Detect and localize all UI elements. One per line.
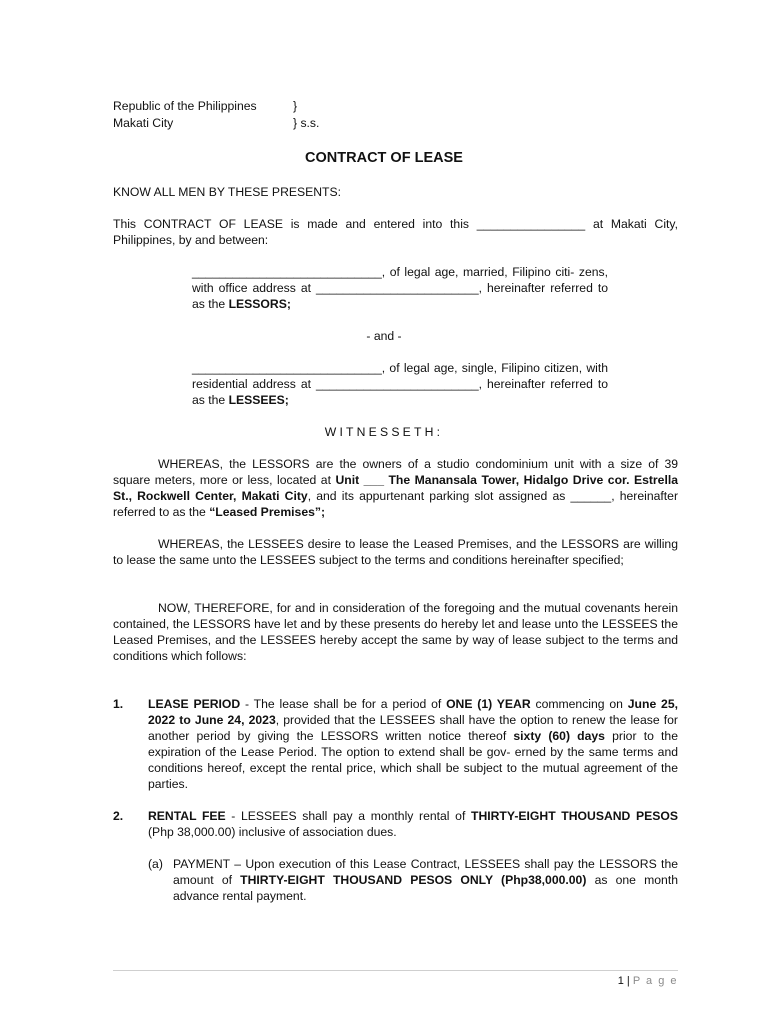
- page-footer: [600, 973, 678, 989]
- clause-2a-label: (a): [148, 857, 163, 871]
- venue-city: Makati City: [113, 116, 174, 130]
- clause-2-heading: RENTAL FEE: [148, 809, 226, 823]
- date-blank: ________________: [476, 217, 586, 231]
- venue-header: [113, 98, 353, 132]
- venue-brace-2: } s.s.: [293, 116, 320, 130]
- whereas-2: [113, 536, 678, 568]
- lessor-text-a: , of legal age, married, Filipino citi- zens, with office address at: [192, 265, 608, 295]
- clause-2-number: 2.: [113, 809, 124, 823]
- lease-term: ONE (1) YEAR: [446, 697, 531, 711]
- lessor-role: LESSORS;: [228, 297, 291, 311]
- opening-text-b: at Makati City, Philippines, by and between:: [113, 217, 678, 247]
- clause-1-text-1: - The lease shall be for a period of: [240, 697, 447, 711]
- clause-1-text-4: prior to the expiration of the Lease Period. The option to extend shall be gov- erned by the same terms and conditions hereof, except the rental price, which shall be subject to the mutual agreement of the parties.: [148, 729, 678, 791]
- lessee-paragraph: [192, 360, 608, 408]
- footer-divider: [113, 970, 678, 971]
- advance-payment-amount: THIRTY-EIGHT THOUSAND PESOS ONLY (Php38,000.00): [240, 873, 587, 887]
- whereas-1-text-b: , and its appurtenant parking slot assigned as ______, hereinafter referred to as the: [113, 489, 679, 519]
- intro-line: KNOW ALL MEN BY THESE PRESENTS:: [113, 185, 342, 199]
- clause-2-text-2: (Php 38,000.00) inclusive of association dues.: [148, 825, 397, 839]
- lessee-name-blank: ____________________________: [192, 361, 382, 375]
- lessee-text-b: , hereinafter referred to as the: [192, 377, 608, 407]
- now-therefore: [113, 600, 678, 664]
- lessee-role: LESSEES;: [228, 393, 289, 407]
- clause-2a-text: [173, 856, 678, 904]
- now-therefore-text: NOW, THEREFORE, for and in consideration of the foregoing and the mutual covenants herein contained, the LESSORS have let and by these presents do hereby let and lease unto the LESSEES the Leased Premises, and the LESSEES hereby accept the same by way of lease subject to the terms and conditions which follows:: [113, 601, 678, 663]
- lease-dates: June 25, 2022 to June 24, 2023: [148, 697, 678, 727]
- page-number: 1: [617, 975, 624, 987]
- clause-2-text-1: - LESSEES shall pay a monthly rental of: [225, 809, 471, 823]
- clause-1-text-2: commencing on: [530, 697, 628, 711]
- whereas-1-text-a: WHEREAS, the LESSORS are the owners of a studio condominium unit with a size of 39 square meters, more or less, located at: [113, 457, 678, 487]
- lessor-address-blank: ________________________: [315, 281, 479, 295]
- venue-country: Republic of the Philippines: [113, 99, 257, 113]
- whereas-1: [113, 456, 678, 520]
- clause-1-lease-period: [148, 696, 678, 792]
- rental-amount-words: THIRTY-EIGHT THOUSAND PESOS: [471, 809, 679, 823]
- page-label: P a g e: [632, 975, 678, 987]
- lessor-name-blank: ____________________________: [192, 265, 382, 279]
- opening-text-a: This CONTRACT OF LEASE is made and entered into this: [113, 217, 477, 231]
- clause-2a-text-1: PAYMENT – Upon execution of this Lease Contract, LESSEES shall pay the LESSORS the amount of: [173, 857, 678, 887]
- lessee-text-a: , of legal age, single, Filipino citizen, with residential address at: [192, 361, 608, 391]
- lessee-address-blank: ________________________: [315, 377, 479, 391]
- footer-separator: |: [626, 975, 630, 987]
- clause-2a-text-2: as one month advance rental payment.: [173, 873, 678, 903]
- document-title: CONTRACT OF LEASE: [305, 150, 463, 166]
- unit-address: Unit ___ The Manansala Tower, Hidalgo Drive cor. Estrella St., Rockwell Center, Makati City: [113, 473, 678, 503]
- notice-period: sixty (60) days: [513, 729, 605, 743]
- leased-premises-term: “Leased Premises”;: [209, 505, 326, 519]
- venue-brace-1: }: [293, 99, 298, 113]
- and-separator: - and -: [366, 329, 402, 343]
- lessor-text-b: , hereinafter referred to as the: [192, 281, 608, 311]
- whereas-2-text: WHEREAS, the LESSEES desire to lease the Leased Premises, and the LESSORS are willing to lease the same unto the LESSEES subject to the terms and conditions hereinafter specified;: [113, 537, 678, 567]
- clause-1-heading: LEASE PERIOD: [148, 697, 241, 711]
- clause-1-text-3: , provided that the LESSEES shall have the option to renew the lease for another period by giving the LESSORS written notice thereof: [148, 713, 678, 743]
- clause-2-rental-fee: [148, 808, 678, 840]
- lessor-paragraph: [192, 264, 608, 312]
- witnesseth-heading: WITNESSETH:: [324, 425, 444, 439]
- opening-paragraph: [113, 216, 678, 248]
- clause-1-number: 1.: [113, 697, 124, 711]
